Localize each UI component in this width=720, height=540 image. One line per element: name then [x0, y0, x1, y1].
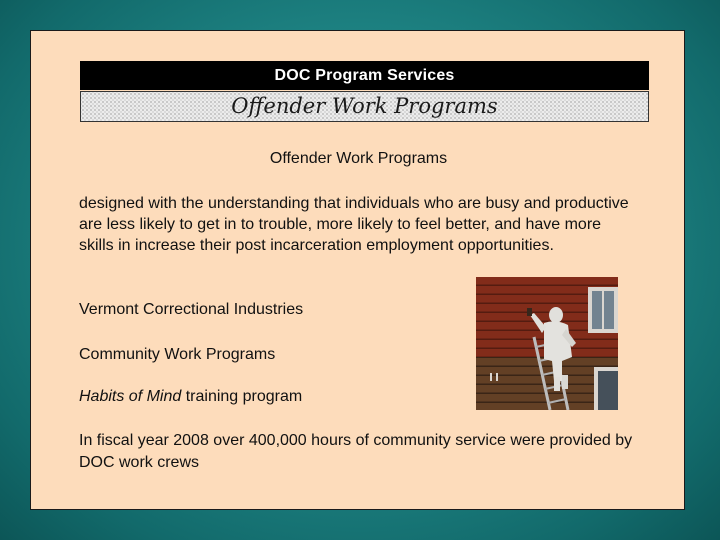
program-item-vci: Vermont Correctional Industries: [79, 301, 304, 318]
section-title: Offender Work Programs: [269, 150, 448, 167]
fiscal-year-paragraph: In fiscal year 2008 over 400,000 hours of community service were provided by DOC work crews: [79, 432, 633, 471]
header-title: DOC Program Services: [80, 61, 649, 90]
program-item-habits-of-mind: [79, 388, 302, 406]
painter-photo-svg: [476, 277, 618, 410]
painter-on-ladder-photo: [476, 277, 618, 410]
program-item-community-work: Community Work Programs: [79, 346, 276, 363]
subtitle-banner: Offender Work Programs: [80, 91, 649, 122]
content-panel: [30, 30, 685, 510]
intro-paragraph: designed with the understanding that individuals who are busy and productive are less likely to get in to trouble, more likely to feel better, and have more skills in increase their post incarceration employment opportunities.: [79, 195, 629, 254]
habits-of-mind-italic: Habits of Mind: [79, 388, 182, 405]
training-program-text: training program: [181, 388, 303, 405]
